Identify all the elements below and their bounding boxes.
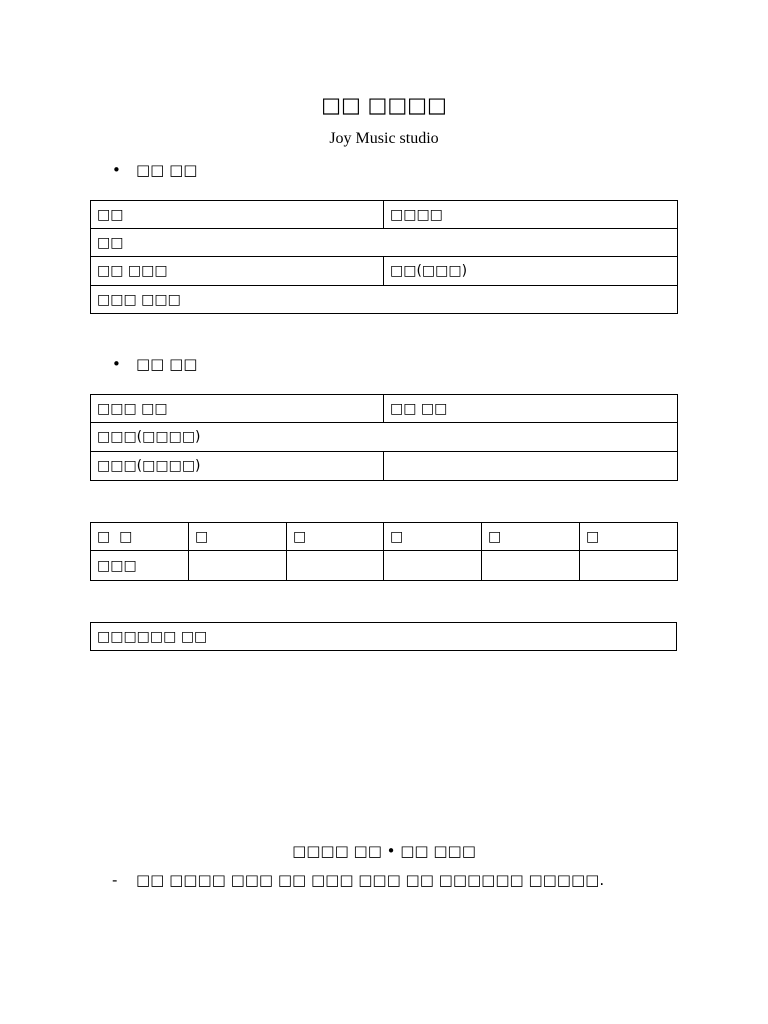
bullet-icon: •	[112, 161, 121, 179]
field-cell[interactable]: □□□(□□□□)	[91, 423, 678, 452]
notes-table	[90, 622, 677, 651]
bullet-icon: •	[112, 355, 121, 373]
field-cell[interactable]: □□ □□□	[91, 257, 384, 286]
field-cell[interactable]: □□	[91, 229, 678, 257]
consent-title: □□□□ □□ • □□ □□□	[292, 842, 476, 860]
schedule-time-header: □□□	[91, 551, 189, 581]
section2-heading	[112, 355, 197, 373]
section1-heading-text: □□ □□	[136, 161, 198, 179]
field-cell[interactable]: □□	[91, 201, 384, 229]
dash-marker: -	[112, 871, 118, 889]
schedule-day: □	[384, 523, 482, 551]
schedule-day: □	[580, 523, 678, 551]
field-cell[interactable]: □□□ □□	[91, 395, 384, 423]
field-cell[interactable]: □□ □□	[384, 395, 678, 423]
schedule-time-cell[interactable]	[580, 551, 678, 581]
schedule-time-cell[interactable]	[482, 551, 580, 581]
schedule-day: □	[287, 523, 384, 551]
consent-note	[112, 871, 604, 889]
schedule-table	[90, 522, 678, 581]
page-title: □□ □□□□	[321, 93, 447, 117]
notes-field[interactable]: □□□□□□ □□	[91, 623, 677, 651]
schedule-time-cell[interactable]	[384, 551, 482, 581]
field-cell[interactable]: □□(□□□)	[384, 257, 678, 286]
schedule-day: □	[189, 523, 287, 551]
schedule-day: □	[482, 523, 580, 551]
field-cell[interactable]: □□□(□□□□)	[91, 452, 384, 481]
field-cell[interactable]	[384, 452, 678, 481]
field-cell[interactable]: □□□ □□□	[91, 286, 678, 314]
section1-heading	[112, 161, 197, 179]
studio-name: Joy Music studio	[329, 130, 439, 147]
lesson-info-table	[90, 394, 678, 481]
schedule-time-cell[interactable]	[287, 551, 384, 581]
section2-heading-text: □□ □□	[136, 355, 198, 373]
field-cell[interactable]: □□□□	[384, 201, 678, 229]
schedule-day-header: □ □	[91, 523, 189, 551]
schedule-time-cell[interactable]	[189, 551, 287, 581]
applicant-info-table	[90, 200, 678, 314]
consent-note-text: □□ □□□□ □□□ □□ □□□ □□□ □□ □□□□□□ □□□□□.	[136, 871, 605, 889]
